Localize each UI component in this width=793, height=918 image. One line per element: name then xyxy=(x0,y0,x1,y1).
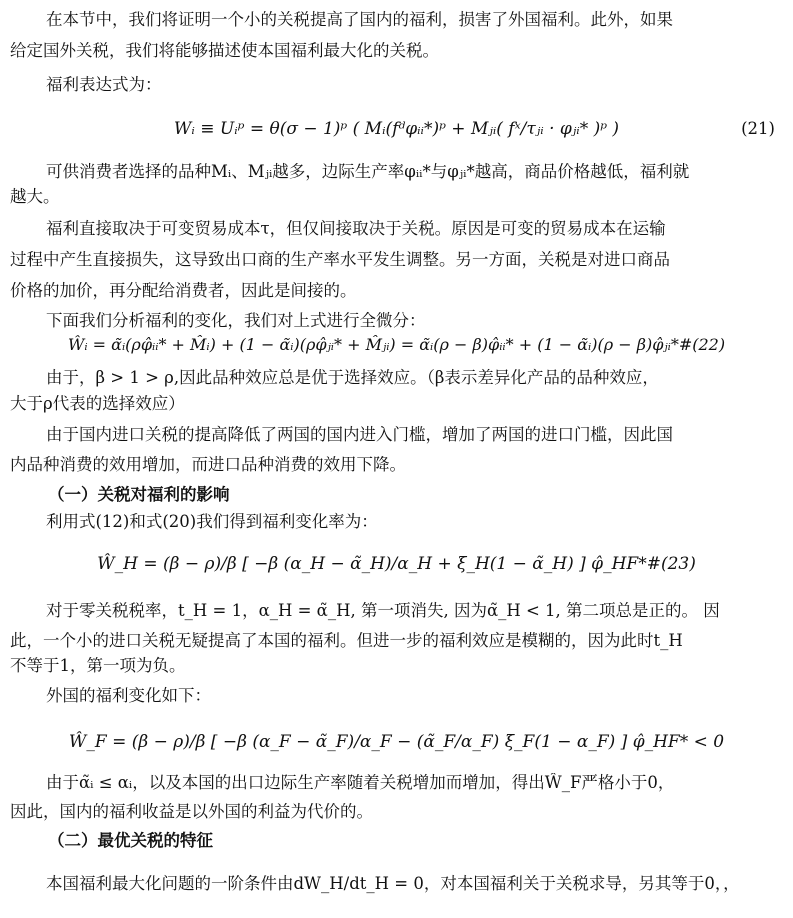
equation-23: Ŵ_H = (β − ρ)/β [ −β (α_H − α̃_H)/α_H + ξ_H(1 − α̃_H) ] φ̂_HF*#(23) xyxy=(97,554,696,574)
equation-22: Ŵᵢ = α̃ᵢ(ρφ̂ᵢᵢ* + M̂ᵢ) + (1 − α̃ᵢ)(ρφ̂ⱼᵢ* + M̂ⱼᵢ) = α̃ᵢ(ρ − β)φ̂ᵢᵢ* + (1 − α̃ᵢ)(ρ − β)φ̂ⱼᵢ*#(22) xyxy=(67,335,726,354)
paragraph-trade-cost-line-2: 过程中产生直接损失，这导致出口商的生产率水平发生调整。另一方面，关税是对进口商品 xyxy=(10,250,670,269)
paragraph-varieties-line-1: 可供消费者选择的品种Mᵢ、Mⱼᵢ越多，边际生产率φᵢᵢ*与φⱼᵢ*越高，商品价格越低，福利就 xyxy=(46,162,690,181)
paragraph-thresholds-line-1: 由于国内进口关税的提高降低了两国的国内进入门槛，增加了两国的进口门槛，因此国 xyxy=(46,425,673,444)
paragraph-thresholds-line-2: 内品种消费的效用增加，而进口品种消费的效用下降。 xyxy=(10,455,406,474)
paragraph-foreign-loss-line-1: 由于α̃ᵢ ≤ αᵢ，以及本国的出口边际生产率随着关税增加而增加，得出Ŵ_F严格小于0， xyxy=(46,773,675,792)
paragraph-zero-tariff-line-1: 对于零关税税率，t_H = 1，α_H = α̃_H, 第一项消失, 因为α̃_H < 1, 第二项总是正的。 因 xyxy=(46,601,720,620)
section-heading-2: （二）最优关税的特征 xyxy=(48,831,213,850)
paragraph-intro-line-1: 在本节中，我们将证明一个小的关税提高了国内的福利，损害了外国福利。此外，如果 xyxy=(46,10,673,29)
paragraph-trade-cost-line-1: 福利直接取决于可变贸易成本τ，但仅间接取决于关税。原因是可变的贸易成本在运输 xyxy=(46,219,666,238)
paragraph-foreign-welfare: 外国的福利变化如下： xyxy=(46,686,211,705)
paragraph-variety-effect-line-2: 大于ρ代表的选择效应） xyxy=(10,394,185,413)
paragraph-first-order-condition: 本国福利最大化问题的一阶条件由dW_H/dt_H = 0，对本国福利关于关税求导，另其等于0，， xyxy=(46,874,740,893)
equation-21-body: Wᵢ ≡ Uᵢᵖ = θ(σ − 1)ᵖ ( Mᵢ(fᵈφᵢᵢ*)ᵖ + Mⱼᵢ( fˣ/τⱼᵢ · φⱼᵢ* )ᵖ ) xyxy=(173,119,620,139)
section-heading-1: （一）关税对福利的影响 xyxy=(48,485,230,504)
paragraph-foreign-loss-line-2: 因此，国内的福利收益是以外国的利益为代价的。 xyxy=(10,802,373,821)
paragraph-variety-effect-line-1: 由于，β > 1 > ρ,因此品种效应总是优于选择效应。（β表示差异化产品的品种效应， xyxy=(46,368,659,387)
paragraph-trade-cost-line-3: 价格的加价，再分配给消费者，因此是间接的。 xyxy=(10,281,357,300)
paragraph-welfare-expression: 福利表达式为： xyxy=(46,75,162,94)
paragraph-differential: 下面我们分析福利的变化，我们对上式进行全微分： xyxy=(46,311,426,330)
equation-21-number: (21) xyxy=(741,119,775,138)
equation-foreign: Ŵ_F = (β − ρ)/β [ −β (α_F − α̃_F)/α_F − (α̃_F/α_F) ξ_F(1 − α_F) ] φ̂_HF* < 0 xyxy=(68,732,725,752)
paragraph-varieties-line-2: 越大。 xyxy=(10,187,60,206)
paragraph-intro-line-2: 给定国外关税，我们将能够描述使本国福利最大化的关税。 xyxy=(10,41,439,60)
paragraph-zero-tariff-line-3: 不等于1，第一项为负。 xyxy=(10,656,186,675)
paragraph-zero-tariff-line-2: 此，一个小的进口关税无疑提高了本国的福利。但进一步的福利效应是模糊的，因为此时t_H xyxy=(10,631,683,650)
equation-21 xyxy=(0,117,793,141)
paragraph-welfare-rate: 利用式(12)和式(20)我们得到福利变化率为： xyxy=(46,512,378,531)
